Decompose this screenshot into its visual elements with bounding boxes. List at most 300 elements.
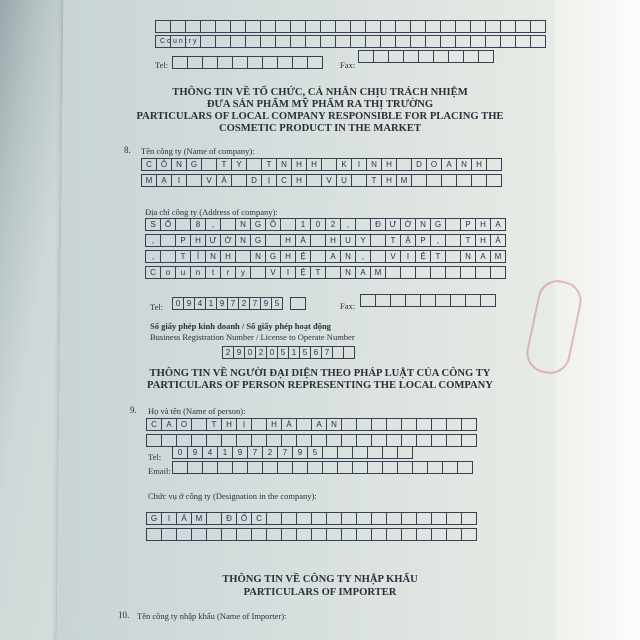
grid-cell [461,418,477,431]
grid-cell [172,56,188,69]
grid-cell [448,50,464,63]
grid-cell [310,250,326,263]
grid-cell [431,434,447,447]
grid-cell [202,56,218,69]
grid-cell [320,20,336,33]
grid-cell [395,35,411,48]
grid-cell [296,528,312,541]
grid-cell [160,250,176,263]
grid-cell [461,512,477,525]
grid-cell: 7 [247,446,263,459]
grid-cell: P [460,218,476,231]
grid-cell: Ố [236,512,252,525]
company-name-grid-1[interactable] [141,158,501,171]
grid-cell: À [281,418,297,431]
grid-cell [431,418,447,431]
grid-cell: 8 [190,218,206,231]
grid-cell [281,512,297,525]
grid-cell: , [145,234,161,247]
grid-cell: Ạ [490,218,506,231]
grid-cell [232,461,248,474]
company-name-grid-2[interactable] [141,174,501,187]
section-importer-title-vi: THÔNG TIN VỀ CÔNG TY NHẬP KHẨU [222,574,418,585]
grid-cell: Ư [205,234,221,247]
grid-cell: V [265,266,281,279]
grid-cell [445,218,461,231]
grid-cell: Ậ [400,234,416,247]
grid-cell [160,234,176,247]
grid-cell [386,528,402,541]
grid-cell: , [355,250,371,263]
grid-cell [373,50,389,63]
grid-cell [445,234,461,247]
grid-cell [385,266,401,279]
grid-cell [325,266,341,279]
grid-cell [401,418,417,431]
grid-cell: T [460,234,476,247]
grid-cell: , [430,234,446,247]
grid-cell: 1 [217,446,233,459]
grid-cell [161,528,177,541]
grid-cell [446,528,462,541]
grid-cell [425,20,441,33]
grid-cell [202,461,218,474]
grid-cell [246,158,262,171]
grid-cell: 5 [271,297,283,310]
grid-cell [201,158,217,171]
grid-cell: 0 [266,346,278,359]
grid-cell: 7 [227,297,239,310]
grid-cell: Ệ [295,250,311,263]
grid-cell [386,512,402,525]
grid-cell [446,512,462,525]
grid-cell: 7 [249,297,261,310]
address-grid-3[interactable] [145,250,505,263]
grid-cell: y [235,266,251,279]
grid-cell: S [145,218,161,231]
grid-cell [455,20,471,33]
grid-cell: Đ [370,218,386,231]
grid-cell: M [191,512,207,525]
grid-cell [401,512,417,525]
grid-cell [215,35,231,48]
grid-cell [335,35,351,48]
grid-cell: N [235,218,251,231]
grid-cell: 9 [232,446,248,459]
company-name-label: Tên công ty (Name of company): [141,146,255,156]
grid-cell: Y [231,158,247,171]
grid-cell: Ỉ [190,250,206,263]
grid-cell [530,20,546,33]
grid-cell [292,56,308,69]
grid-cell: G [430,218,446,231]
grid-cell [420,294,436,307]
item9-tel-label: Tel: [148,452,162,462]
grid-cell [431,512,447,525]
grid-cell: A [161,418,177,431]
grid-cell: 9 [292,446,308,459]
grid-cell: A [311,418,327,431]
grid-cell [375,294,391,307]
grid-cell: O [426,158,442,171]
grid-cell [265,234,281,247]
grid-cell: 4 [202,446,218,459]
item8-tel-label: Tel: [150,302,164,312]
grid-cell: Ư [385,218,401,231]
grid-cell: T [206,418,222,431]
grid-cell: N [415,218,431,231]
grid-cell: 4 [194,297,206,310]
grid-cell: 6 [310,346,322,359]
grid-cell: G [250,218,266,231]
grid-cell: D [246,174,262,187]
grid-cell: 0 [172,446,188,459]
grid-cell: V [201,174,217,187]
grid-cell [415,266,431,279]
grid-cell [275,35,291,48]
grid-cell [360,294,376,307]
grid-cell: Ệ [295,266,311,279]
grid-cell: H [471,158,487,171]
grid-cell [471,174,487,187]
grid-cell: 9 [260,297,272,310]
grid-cell [515,35,531,48]
grid-cell: T [261,158,277,171]
grid-cell [412,461,428,474]
grid-cell [470,35,486,48]
grid-cell [461,528,477,541]
grid-cell [440,20,456,33]
section-local-title-en-2: COSMETIC PRODUCT IN THE MARKET [218,123,422,134]
grid-cell [416,418,432,431]
grid-cell: 9 [187,446,203,459]
grid-cell: C [276,174,292,187]
grid-cell [206,512,222,525]
grid-cell [310,234,326,247]
grid-cell [365,35,381,48]
section-local-title-vi-2: ĐƯA SẢN PHẨM MỸ PHẨM RA THỊ TRƯỜNG [206,99,434,110]
grid-cell [370,234,386,247]
grid-cell [260,35,276,48]
grid-cell: Ô [156,158,172,171]
grid-cell [326,528,342,541]
grid-cell: N [171,158,187,171]
grid-cell [433,50,449,63]
grid-cell [326,512,342,525]
grid-cell [416,528,432,541]
grid-cell [367,446,383,459]
section-local-title-vi-1: THÔNG TIN VỀ TỔ CHỨC, CÁ NHÂN CHỊU TRÁCH NHIỆM [172,87,468,98]
grid-cell: 0 [244,346,256,359]
grid-cell [305,20,321,33]
grid-cell: H [291,158,307,171]
grid-cell [275,20,291,33]
grid-cell: M [141,174,157,187]
item8-tel-grid[interactable] [172,297,282,310]
grid-cell: P [175,234,191,247]
grid-cell: 5 [307,446,323,459]
grid-cell: P [415,234,431,247]
grid-cell [470,20,486,33]
item9-tel-grid[interactable] [172,446,412,459]
item9-number: 9. [130,405,137,415]
grid-cell: H [381,174,397,187]
grid-cell: 1 [205,297,217,310]
designation-label: Chức vụ ở công ty (Designation in the company): [148,491,317,501]
grid-cell [247,461,263,474]
grid-cell [290,297,306,310]
grid-cell: D [411,158,427,171]
grid-cell: Ạ [156,174,172,187]
address-country-grid[interactable] [145,266,505,279]
grid-cell [335,20,351,33]
grid-cell [403,50,419,63]
grid-cell: 9 [216,297,228,310]
grid-cell [382,446,398,459]
grid-cell [356,418,372,431]
grid-cell: Ị [261,174,277,187]
grid-cell: N [340,250,356,263]
grid-cell [465,294,481,307]
grid-cell [430,266,446,279]
grid-cell: T [385,234,401,247]
grid-cell [356,512,372,525]
grid-cell [350,20,366,33]
grid-cell [266,512,282,525]
grid-cell [400,266,416,279]
grid-cell: I [280,266,296,279]
grid-cell [176,528,192,541]
grid-cell: H [381,158,397,171]
grid-cell [230,20,246,33]
grid-cell [221,528,237,541]
grid-cell: N [366,158,382,171]
grid-cell [320,35,336,48]
top-fax-grid [358,50,493,63]
grid-cell [397,446,413,459]
grid-cell [397,461,413,474]
grid-cell [445,250,461,263]
grid-cell: I [171,174,187,187]
grid-cell: , [340,218,356,231]
grid-cell [410,20,426,33]
grid-cell: Ờ [400,218,416,231]
top-tel-label: Tel: [155,60,169,70]
grid-cell [185,20,201,33]
grid-cell: G [265,250,281,263]
grid-cell: 2 [222,346,234,359]
grid-cell: n [190,266,206,279]
grid-cell [463,50,479,63]
grid-cell: 9 [183,297,195,310]
grid-cell [440,35,456,48]
grid-cell: A [325,250,341,263]
grid-cell: G [146,512,162,525]
grid-cell [446,418,462,431]
grid-cell [321,158,337,171]
top-tel-grid [172,56,322,69]
grid-cell [390,294,406,307]
grid-cell [371,512,387,525]
grid-cell: N [276,158,292,171]
grid-cell [230,35,246,48]
grid-cell [215,20,231,33]
top-grid-row-1 [155,20,545,33]
grid-cell: N [456,158,472,171]
grid-cell: H [220,250,236,263]
grid-cell [500,35,516,48]
grid-cell [277,56,293,69]
item9-email-grid[interactable] [172,461,472,474]
grid-cell [341,512,357,525]
grid-cell: T [366,174,382,187]
grid-cell [175,218,191,231]
grid-cell: 7 [321,346,333,359]
grid-cell [250,266,266,279]
section-rep-title-en: PARTICULARS OF PERSON REPRESENTING THE LOCAL COMPANY [147,380,493,391]
grid-cell: M [370,266,386,279]
grid-cell [365,20,381,33]
grid-cell [435,294,451,307]
grid-cell: M [490,250,506,263]
grid-cell [352,461,368,474]
grid-cell [245,20,261,33]
grid-cell: I [351,158,367,171]
grid-cell [500,20,516,33]
person-name-label: Họ và tên (Name of person): [148,406,246,416]
designation-grid-2[interactable] [146,528,476,541]
grid-cell [446,434,462,447]
grid-cell [187,461,203,474]
top-fax-label: Fax: [340,60,356,70]
grid-cell [371,528,387,541]
grid-cell [371,418,387,431]
grid-cell: t [205,266,221,279]
grid-cell: T [310,266,326,279]
grid-cell [280,218,296,231]
grid-cell [305,35,321,48]
grid-cell [395,20,411,33]
grid-cell [247,56,263,69]
grid-cell [296,418,312,431]
grid-cell: G [186,158,202,171]
grid-cell: H [266,418,282,431]
grid-cell [352,446,368,459]
grid-cell [350,35,366,48]
grid-cell: T [175,250,191,263]
grid-cell: I [161,512,177,525]
grid-cell [386,418,402,431]
item8-fax-label: Fax: [340,301,356,311]
grid-cell: 7 [277,446,293,459]
grid-cell: H [280,234,296,247]
grid-cell [337,446,353,459]
grid-cell: N [205,250,221,263]
grid-cell: H [190,234,206,247]
grid-cell [485,20,501,33]
grid-cell: 0 [310,218,326,231]
item8-tel-extra-grid [290,297,305,310]
grid-cell [358,50,374,63]
grid-cell: A [475,250,491,263]
designation-grid[interactable] [146,512,476,525]
grid-cell [367,461,383,474]
grid-cell [410,35,426,48]
grid-cell: 0 [172,297,184,310]
grid-cell [146,528,162,541]
grid-cell [442,461,458,474]
grid-cell: N [460,250,476,263]
grid-cell: , [145,250,161,263]
grid-cell [235,250,251,263]
grid-cell [341,418,357,431]
grid-cell: C [141,158,157,171]
grid-cell [290,35,306,48]
grid-cell [480,294,496,307]
address-grid-2[interactable] [145,234,505,247]
grid-cell: A [441,158,457,171]
license-grid[interactable] [222,346,354,359]
grid-cell: T [430,250,446,263]
grid-cell [146,434,162,447]
address-grid-1[interactable] [145,218,505,231]
grid-cell [460,266,476,279]
company-address-label: Địa chỉ công ty (Address of company): [145,207,278,217]
grid-cell [485,35,501,48]
grid-cell: C [145,266,161,279]
grid-cell [425,35,441,48]
grid-cell [236,528,252,541]
grid-cell [311,512,327,525]
grid-cell: H [221,418,237,431]
grid-cell: Ệ [415,250,431,263]
grid-cell [220,218,236,231]
grid-cell: 9 [233,346,245,359]
grid-cell: 2 [325,218,341,231]
grid-cell [455,35,471,48]
person-name-grid[interactable] [146,418,476,431]
grid-cell [427,461,443,474]
grid-cell [405,294,421,307]
grid-cell [217,56,233,69]
grid-cell: H [325,234,341,247]
grid-cell: G [250,234,266,247]
grid-cell [355,218,371,231]
item8-fax-grid[interactable] [360,294,495,307]
grid-cell [186,174,202,187]
grid-cell: A [355,266,371,279]
grid-cell [401,528,417,541]
grid-cell [200,35,216,48]
grid-cell: H [475,218,491,231]
importer-name-label: Tên công ty nhập khẩu (Name of Importer): [137,611,287,621]
grid-cell: O [176,418,192,431]
grid-cell [311,528,327,541]
grid-cell [155,20,171,33]
grid-cell [388,50,404,63]
grid-cell [251,528,267,541]
grid-cell: 5 [277,346,289,359]
grid-cell [416,512,432,525]
grid-cell [307,56,323,69]
grid-cell [416,434,432,447]
grid-cell [172,461,188,474]
grid-cell [441,174,457,187]
grid-cell: Đ [221,512,237,525]
grid-cell: Ố [160,218,176,231]
grid-cell: K [336,158,352,171]
grid-cell: 5 [299,346,311,359]
